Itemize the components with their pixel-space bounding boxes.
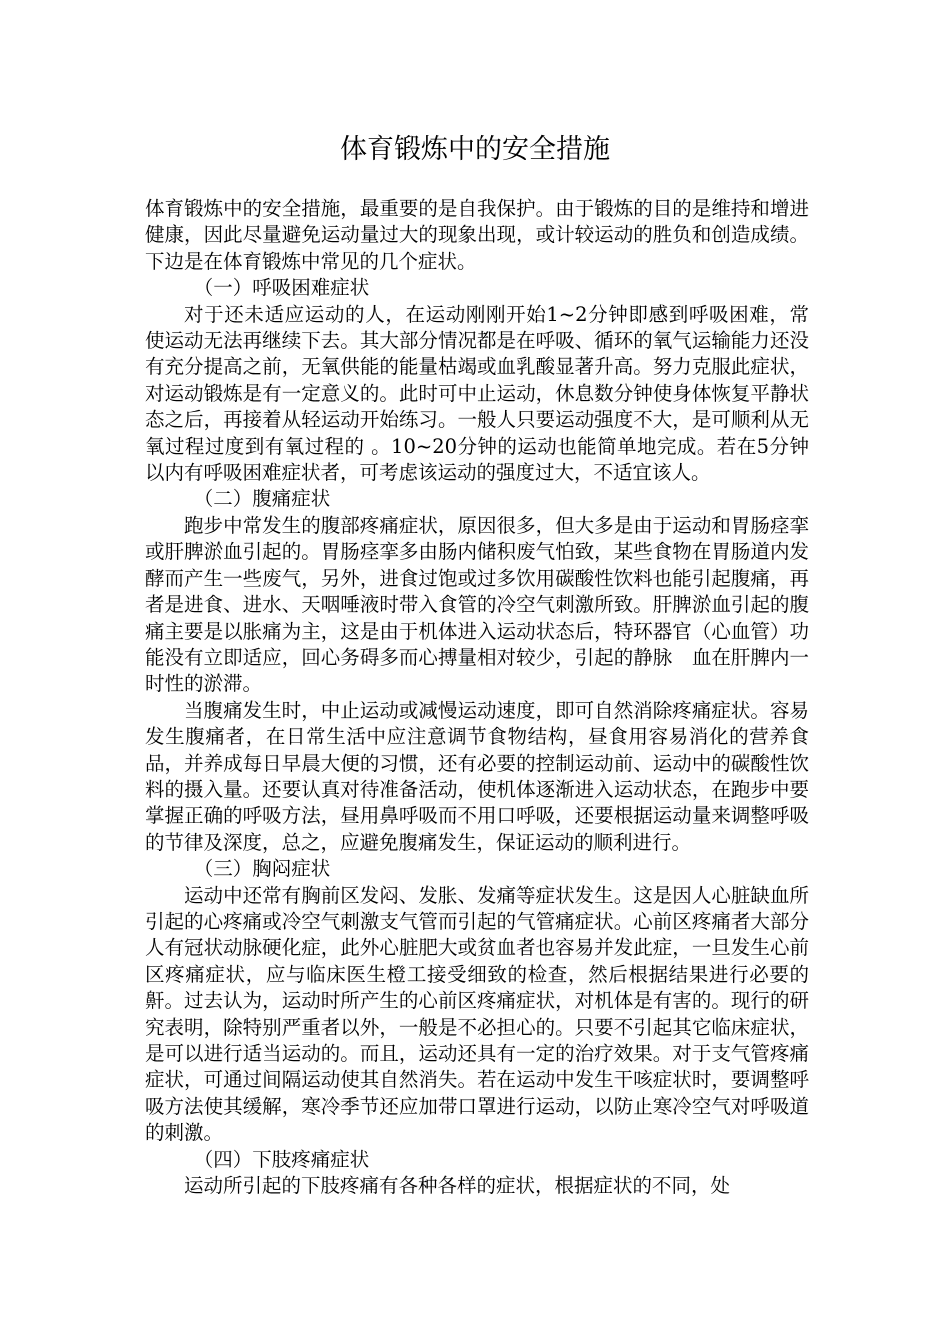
section-heading-breathing: （一）呼吸困难症状 — [193, 276, 370, 300]
paragraph-legs: 运动所引起的下肢疼痛有各种各样的症状，根据症状的不同，处 — [184, 1174, 731, 1198]
document-title: 体育锻炼中的安全措施 — [340, 134, 610, 165]
paragraph-breathing: 对于还未适应运动的人，在运动刚刚开始1~2分钟即感到呼吸困难，常使运动无法再继续下去。其大部分情况都是在呼吸、循环的氧气运输能力还没有充分提高之前，无氧供能的能量枯竭或血乳酸显著升高。努力克服此症状，对运动锻炼是有一定意义的。此时可中止运动，休息数分钟使身体恢复平静状态之后，再接着从轻运动开始练习。一般人只要运动强度不大，是可顺利从无氧过程过度到有氧过程的 。10~20分钟的运动也能简单地完成。若在5分钟以内有呼吸困难症状者，可考虑该运动的强度过大，不适宜该人。 — [145, 302, 809, 485]
section-heading-chest: （三）胸闷症状 — [193, 857, 331, 881]
paragraph-chest: 运动中还常有胸前区发闷、发胀、发痛等症状发生。这是因人心脏缺血所引起的心疼痛或冷空气刺激支气管而引起的气管痛症状。心前区疼痛者大部分人有冠状动脉硬化症，此外心脏肥大或贫血者也容易并发此症，一旦发生心前区疼痛症状，应与临床医生橙工接受细致的检查，然后根据结果进行必要的鼾。过去认为，运动时所产生的心前区疼痛症状，对机体是有害的。现行的研究表明，除特别严重者以外，一般是不必担心的。只要不引起其它临床症状，是可以进行适当运动的。而且，运动还具有一定的治疗效果。对于支气管疼痛症状，可通过间隔运动使其自然消失。若在运动中发生干咳症状时，要调整呼吸方法使其缓解，寒冷季节还应加带口罩进行运动，以防止寒冷空气对呼吸道的刺激。 — [145, 883, 809, 1145]
section-heading-legs: （四）下肢疼痛症状 — [193, 1147, 370, 1171]
intro-paragraph: 体育锻炼中的安全措施，最重要的是自我保护。由于锻炼的目的是维持和增进健康，因此尽量避免运动量过大的现象出现，或计较运动的胜负和创造成绩。下边是在体育锻炼中常见的几个症状。 — [145, 197, 809, 273]
document-body — [145, 196, 809, 1199]
paragraph-abdominal-treatment: 当腹痛发生时，中止运动或减慢运动速度，即可自然消除疼痛症状。容易发生腹痛者，在日常生活中应注意调节食物结构，昼食用容易消化的营养食品，并养成每日早晨大便的习惯，还有必要的控制运动前、运动中的碳酸性饮料的摄入量。还要认真对待准备活动，使机体逐渐进入运动状态，在跑步中要掌握正确的呼吸方法，昼用鼻呼吸而不用口呼吸，还要根据运动量来调整呼吸的节律及深度，总之，应避免腹痛发生，保证运动的顺利进行。 — [145, 698, 809, 854]
paragraph-abdominal-causes: 跑步中常发生的腹部疼痛症状，原因很多，但大多是由于运动和胃肠痉挛或肝脾淤血引起的。胃肠痉挛多由肠内储积废气怕致，某些食物在胃肠道内发酵而产生一些废气，另外，进食过饱或过多饮用碳酸性饮料也能引起腹痛，再者是进食、进水、天咽唾液时带入食管的冷空气刺激所致。肝脾淤血引起的腹痛主要是以胀痛为主，这是由于机体进入运动状态后，特环器官（心血管）功能没有立即适应，回心务碍多而心搏量相对较少，引起的静脉 血在肝脾内一时性的淤滞。 — [145, 513, 809, 696]
section-heading-abdominal: （二）腹痛症状 — [193, 487, 331, 511]
